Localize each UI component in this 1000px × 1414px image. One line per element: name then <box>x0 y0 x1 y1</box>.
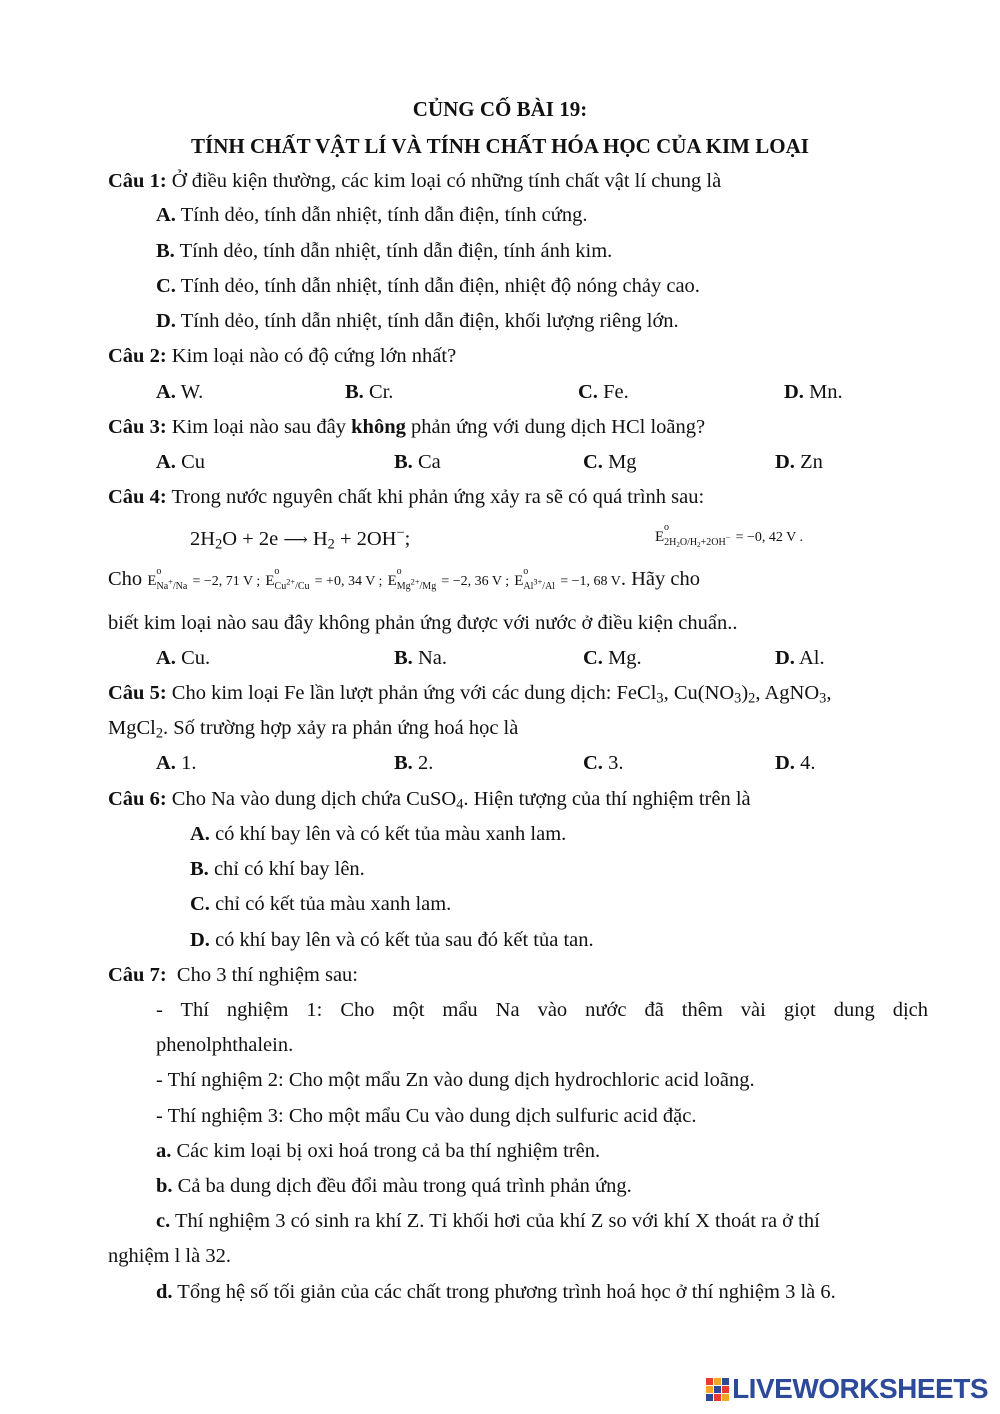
q4-option-d[interactable]: D. Al. <box>775 647 825 669</box>
q1-option-c[interactable]: C. Tính dẻo, tính dẫn nhiệt, tính dẫn điện, nhiệt độ nóng chảy cao. <box>156 275 700 297</box>
q7-statement-b[interactable]: b. Cả ba dung dịch đều đổi màu trong quá trình phản ứng. <box>156 1175 632 1197</box>
question-text: Trong nước nguyên chất khi phản ứng xảy ra sẽ có quá trình sau: <box>171 486 705 508</box>
q4-option-c[interactable]: C. Mg. <box>583 647 642 669</box>
question-number: Câu 4: <box>108 486 167 508</box>
question-number: Câu 2: <box>108 345 167 367</box>
question-5: Câu 5: Cho kim loại Fe lần lượt phản ứng với các dung dịch: FeCl$_3$, $Cu(NO_3)_2$, AgNO$_3$, <box>108 682 832 707</box>
question-text: Ở điều kiện thường, các kim loại có những tính chất vật lí chung là <box>171 170 722 192</box>
experiment-2: - Thí nghiệm 2: Cho một mẩu Zn vào dung dịch hydrochloric acid loãng. <box>156 1069 755 1091</box>
liveworksheets-logo-icon <box>706 1378 729 1401</box>
q5-option-d[interactable]: D. 4. <box>775 752 816 774</box>
question-number: Câu 1: <box>108 170 167 192</box>
question-1 <box>108 168 721 194</box>
liveworksheets-brand[interactable] <box>706 1374 988 1404</box>
q3-option-d[interactable]: D. Zn <box>775 451 823 473</box>
question-6: Câu 6: Cho Na vào dung dịch chứa CuSO$_4$. Hiện tượng của thí nghiệm trên là <box>108 788 751 813</box>
question-4-continued: biết kim loại nào sau đây không phản ứng được với nước ở điều kiện chuẩn.. <box>108 612 738 634</box>
q7-statement-a[interactable]: a. Các kim loại bị oxi hoá trong cả ba thí nghiệm trên. <box>156 1140 601 1162</box>
question-3: Câu 3: Kim loại nào sau đây không phản ứng với dung dịch HCl loãng? <box>108 416 706 438</box>
q3-option-b[interactable]: B. Ca <box>394 451 441 473</box>
q6-option-c[interactable]: C. chỉ có kết tủa màu xanh lam. <box>190 893 452 915</box>
standard-potential-water: E o $_{2H_2O/H_2+2OH^-}$ = −0, 42 V . <box>655 522 803 549</box>
experiment-1-continued: phenolphthalein. <box>156 1034 294 1056</box>
q1-option-b[interactable]: B. Tính dẻo, tính dẫn nhiệt, tính dẫn điện, tính ánh kim. <box>156 240 613 262</box>
reaction-equation: $2H_2O + 2e$ ⟶ $H_2 + 2OH^-$; <box>190 525 411 553</box>
standard-potentials-line: Cho E o $_{Na^+/Na}$ = −2, 71 V ; E o $_{Cu^{2+}/Cu}$ = +0, 34 V ; E o $_{Mg^{2+}/Mg}$ = −2, 36 V ; E o $_{Al^{3+}/Al}$ = −1, 68 V. Hãy cho <box>108 566 700 592</box>
question-number: Câu 3: <box>108 416 167 438</box>
q7-statement-c-continued: nghiệm l là 32. <box>108 1245 231 1267</box>
question-5-continued: MgCl$_2$. Số trường hợp xảy ra phản ứng hoá học là <box>108 717 519 742</box>
experiment-1: - Thí nghiệm 1: Cho một mẩu Na vào nước đã thêm vài giọt dung dịch <box>156 999 928 1021</box>
question-7 <box>108 962 358 988</box>
q6-option-a[interactable]: A. có khí bay lên và có kết tủa màu xanh lam. <box>190 823 567 845</box>
experiment-3: - Thí nghiệm 3: Cho một mẩu Cu vào dung dịch sulfuric acid đặc. <box>156 1105 697 1127</box>
question-text: Kim loại nào có độ cứng lớn nhất? <box>171 345 457 367</box>
q5-option-c[interactable]: C. 3. <box>583 752 624 774</box>
question-number: Câu 7: <box>108 964 167 986</box>
q7-statement-c[interactable]: c. Thí nghiệm 3 có sinh ra khí Z. Tỉ khối hơi của khí Z so với khí X thoát ra ở thí <box>156 1210 820 1232</box>
question-number: Câu 5: <box>108 682 167 704</box>
q6-option-b[interactable]: B. chỉ có khí bay lên. <box>190 858 365 880</box>
q5-option-b[interactable]: B. 2. <box>394 752 434 774</box>
q5-option-a[interactable]: A. 1. <box>156 752 197 774</box>
question-text: Cho 3 thí nghiệm sau: <box>176 964 358 986</box>
q7-statement-d[interactable]: d. Tổng hệ số tối giản của các chất trong phương trình hoá học ở thí nghiệm 3 là 6. <box>156 1281 836 1303</box>
question-number: Câu 6: <box>108 788 167 810</box>
q2-option-b[interactable]: B. Cr. <box>345 381 394 403</box>
q3-option-c[interactable]: C. Mg <box>583 451 637 473</box>
q4-option-a[interactable]: A. Cu. <box>156 647 211 669</box>
emphasis-not: không <box>351 416 406 438</box>
q1-option-d[interactable]: D. Tính dẻo, tính dẫn nhiệt, tính dẫn điện, khối lượng riêng lớn. <box>156 310 679 332</box>
q1-option-a[interactable]: A. Tính dẻo, tính dẫn nhiệt, tính dẫn điện, tính cứng. <box>156 204 588 226</box>
title-line-1: CỦNG CỐ BÀI 19: <box>412 97 588 121</box>
q4-option-b[interactable]: B. Na. <box>394 647 447 669</box>
brand-name: LIVEWORKSHEETS <box>732 1373 988 1404</box>
q2-option-d[interactable]: D. Mn. <box>784 381 843 403</box>
title-line-2: TÍNH CHẤT VẬT LÍ VÀ TÍNH CHẤT HÓA HỌC CỦA KIM LOẠI <box>191 134 809 158</box>
question-2 <box>108 343 456 369</box>
q2-option-c[interactable]: C. Fe. <box>578 381 629 403</box>
q2-option-a[interactable]: A. W. <box>156 381 204 403</box>
q3-option-a[interactable]: A. Cu <box>156 451 205 473</box>
q6-option-d[interactable]: D. có khí bay lên và có kết tủa sau đó kết tủa tan. <box>190 929 594 951</box>
question-4 <box>108 484 704 510</box>
